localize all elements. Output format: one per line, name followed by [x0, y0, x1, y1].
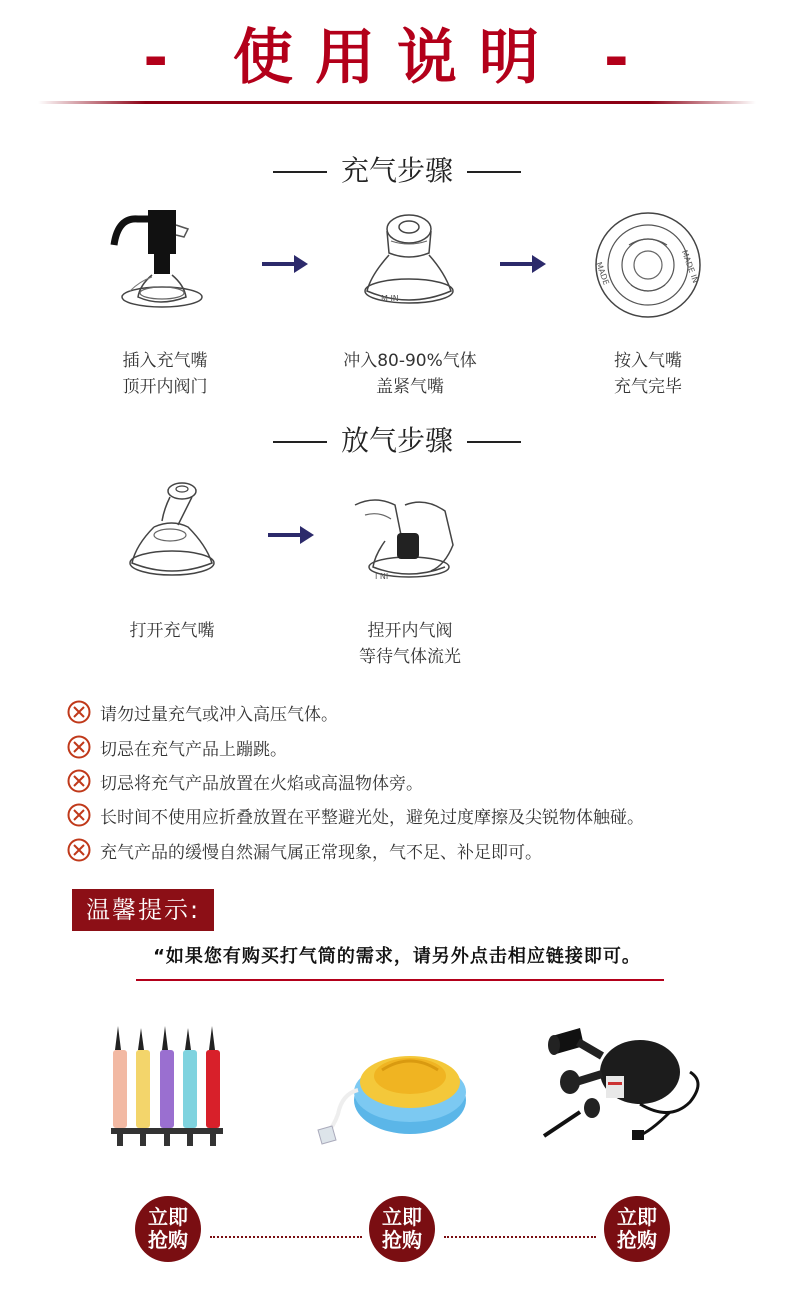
inflate-step-2-caption: [310, 348, 510, 400]
step-line: 充气完毕: [614, 377, 682, 397]
prohibited-icon: [66, 837, 92, 863]
hand-pump-icon: [111, 1026, 223, 1146]
hand-pump-product-image[interactable]: [85, 1022, 255, 1152]
deflate-step-2-caption: [310, 618, 510, 670]
warning-item: [66, 698, 338, 726]
buy-now-button-electric-pump[interactable]: [604, 1196, 670, 1262]
insert-nozzle-illustration: [100, 205, 230, 325]
step-line: 冲入80-90%气体: [343, 351, 477, 371]
close-valve-illustration: [345, 205, 475, 325]
prohibited-icon: [66, 768, 92, 794]
foot-pump-icon: [318, 1056, 466, 1144]
step-line: 打开充气嘴: [129, 621, 215, 641]
buy-label-line1: 立即: [382, 1205, 422, 1229]
warning-item: [66, 767, 423, 795]
valve-pushed-in-illustration: [583, 205, 713, 325]
inflate-step-1-caption: [65, 348, 265, 400]
warning-text: 充气产品的缓慢自然漏气属正常现象，气不足、补足即可。: [100, 842, 542, 863]
heading-dash-right: [467, 171, 521, 173]
page-title: - 使用说明 -: [143, 23, 651, 93]
deflate-heading: [0, 421, 794, 461]
svg-text:M IN: M IN: [381, 294, 399, 303]
buy-now-button-foot-pump[interactable]: [369, 1196, 435, 1262]
svg-text:MADE: MADE: [594, 260, 611, 287]
warning-text: 请勿过量充气或冲入高压气体。: [100, 704, 338, 725]
dotted-connector: [210, 1236, 362, 1238]
prohibited-icon: [66, 802, 92, 828]
tip-text: “如果您有购买打气筒的需求，请另外点击相应链接即可。: [153, 946, 641, 967]
prohibited-icon: [66, 734, 92, 760]
arrow-right-icon: [266, 523, 316, 547]
step-line: 等待气体流光: [359, 647, 461, 667]
heading-dash-right: [467, 441, 521, 443]
inflate-heading-text: 充气步骤: [340, 154, 453, 187]
heading-dash-left: [273, 441, 327, 443]
arrow-right-icon: [260, 252, 310, 276]
prohibited-icon: [66, 699, 92, 725]
deflate-step-1-caption: [72, 618, 272, 644]
buy-label-line2: 抢购: [382, 1228, 422, 1252]
electric-pump-product-image[interactable]: [540, 1012, 710, 1142]
inflate-step-3-caption: [548, 348, 748, 400]
pinch-valve-illustration: [345, 475, 475, 595]
warning-text: 切忌在充气产品上蹦跳。: [100, 739, 287, 760]
warning-item: [66, 836, 542, 864]
step-line: 按入气嘴: [614, 351, 682, 371]
open-nozzle-illustration: [108, 475, 238, 595]
buy-label-line2: 抢购: [617, 1228, 657, 1252]
tip-badge: 温馨提示:: [72, 889, 214, 931]
warning-item: [66, 733, 287, 761]
tip-underline: [136, 979, 664, 981]
step-line: 捏开内气阀: [367, 621, 453, 641]
buy-label-line1: 立即: [617, 1205, 657, 1229]
deflate-heading-text: 放气步骤: [340, 424, 453, 457]
step-line: 盖紧气嘴: [376, 377, 444, 397]
inflate-heading: [0, 151, 794, 191]
title-divider: [38, 101, 756, 104]
buy-now-button-hand-pump[interactable]: [135, 1196, 201, 1262]
warning-text: 长时间不使用应折叠放置在平整避光处，避免过度摩擦及尖锐物体触碰。: [100, 807, 644, 828]
svg-text:I NI: I NI: [375, 572, 389, 581]
heading-dash-left: [273, 171, 327, 173]
arrow-right-icon: [498, 252, 548, 276]
warning-item: [66, 801, 644, 829]
buy-label-line2: 抢购: [148, 1228, 188, 1252]
svg-text:MADE IN: MADE IN: [679, 248, 701, 285]
warning-text: 切忌将充气产品放置在火焰或高温物体旁。: [100, 773, 423, 794]
step-line: 顶开内阀门: [122, 377, 208, 397]
foot-pump-product-image[interactable]: [312, 1030, 482, 1160]
buy-label-line1: 立即: [148, 1205, 188, 1229]
step-line: 插入充气嘴: [122, 351, 208, 371]
dotted-connector: [444, 1236, 596, 1238]
electric-pump-icon: [544, 1028, 698, 1140]
